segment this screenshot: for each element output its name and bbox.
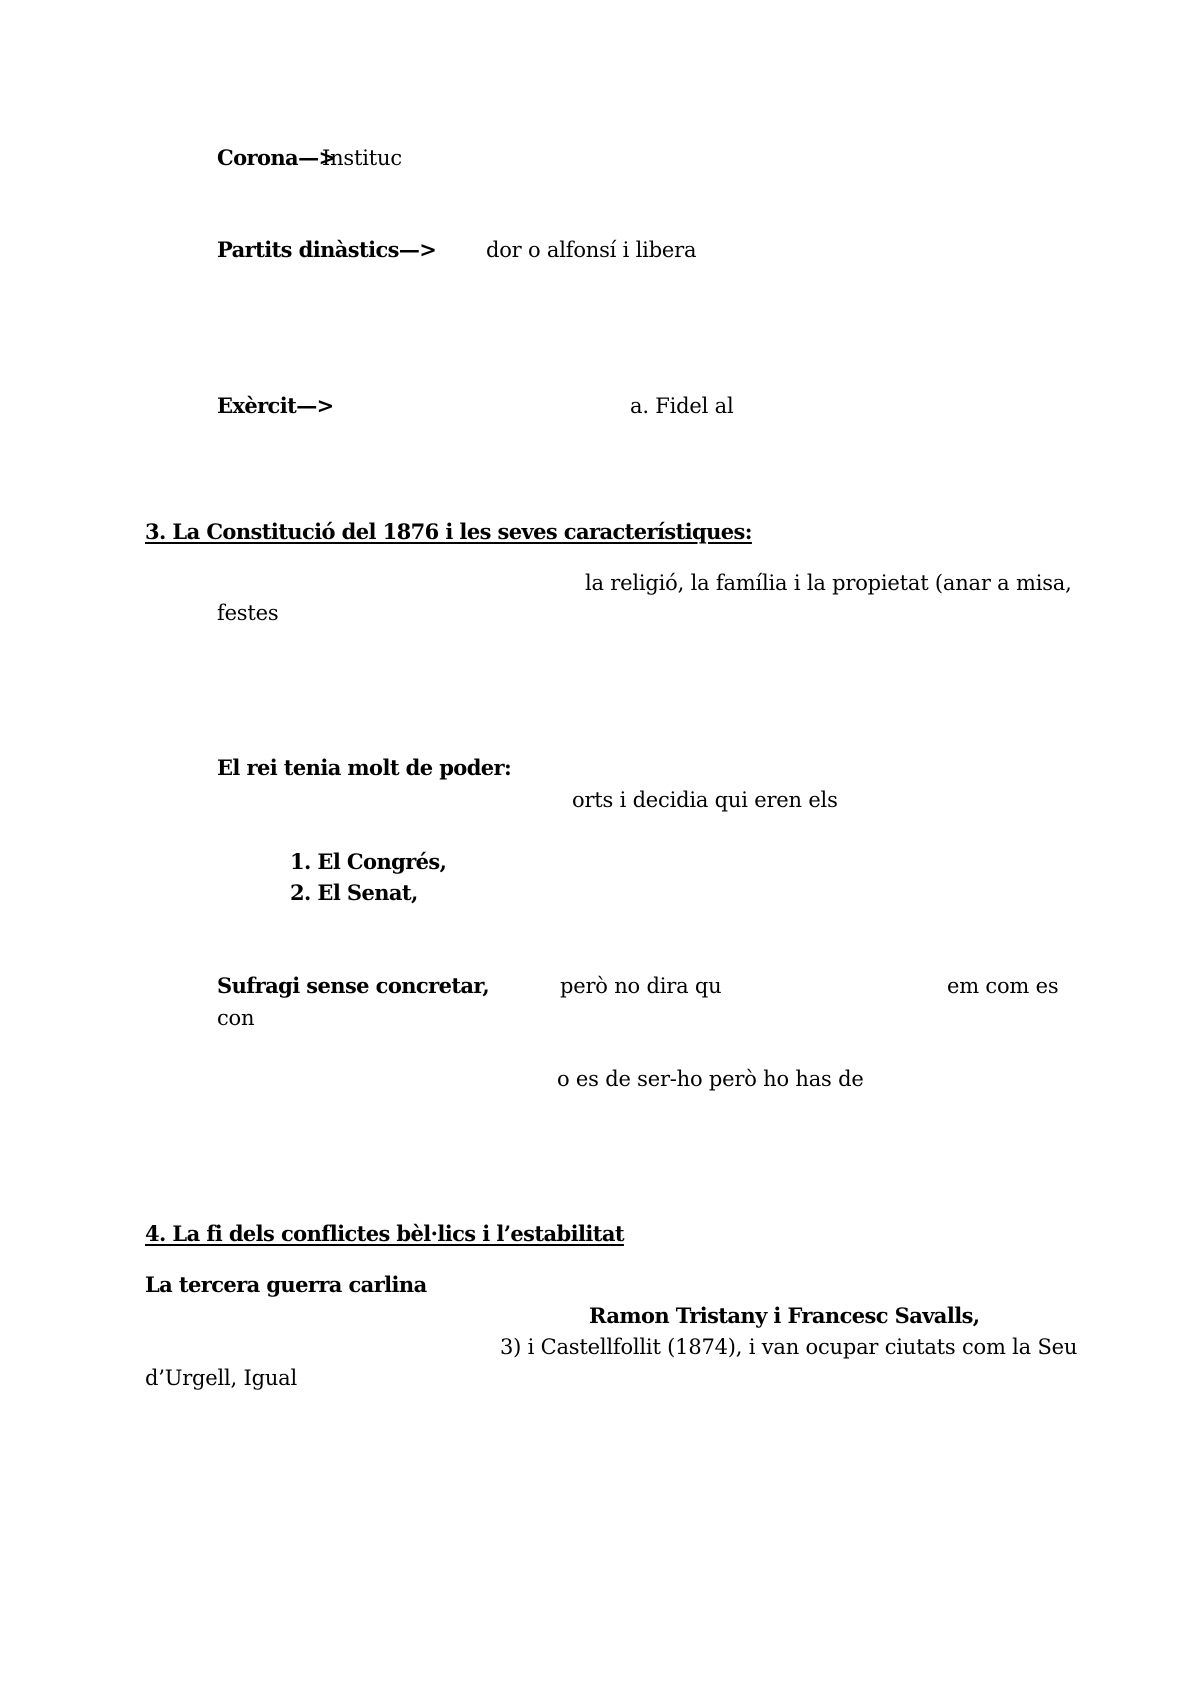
- generals-text: Ramon Tristany i Francesc Savalls,: [589, 1303, 980, 1328]
- exercit-text: a. Fidel al: [630, 394, 734, 418]
- festes-text: festes: [217, 601, 279, 625]
- carlina-label: La tercera guerra carlina: [145, 1272, 427, 1297]
- ser-text: o es de ser-ho però ho has de: [557, 1067, 864, 1091]
- list-item-senat: 2. El Senat,: [290, 880, 418, 905]
- rei-label: El rei tenia molt de poder:: [217, 755, 512, 780]
- exercit-label: Exèrcit—>: [217, 393, 334, 418]
- partits-text: dor o alfonsí i libera: [486, 238, 697, 262]
- corts-text: orts i decidia qui eren els: [572, 788, 838, 812]
- urgell-text: d’Urgell, Igual: [145, 1366, 298, 1390]
- castellfollit-text: 3) i Castellfollit (1874), i van ocupar ciutats com la Seu: [500, 1335, 1078, 1359]
- sufragi-text: però no dira qu: [560, 974, 722, 998]
- list-item-congres: 1. El Congrés,: [290, 849, 447, 874]
- sufragi-text-2: em com es: [947, 974, 1059, 998]
- section-3-heading: 3. La Constitució del 1876 i les seves característiques:: [145, 519, 752, 544]
- partits-label: Partits dinàstics—>: [217, 237, 437, 262]
- corona-label: Corona—>: [217, 145, 336, 170]
- section-4-heading: 4. La fi dels conflictes bèl·lics i l’estabilitat: [145, 1221, 624, 1246]
- con-text: con: [217, 1006, 255, 1030]
- corona-text: Instituc: [322, 146, 402, 170]
- sufragi-label: Sufragi sense concretar,: [217, 973, 490, 998]
- religio-text: la religió, la família i la propietat (anar a misa,: [585, 571, 1072, 595]
